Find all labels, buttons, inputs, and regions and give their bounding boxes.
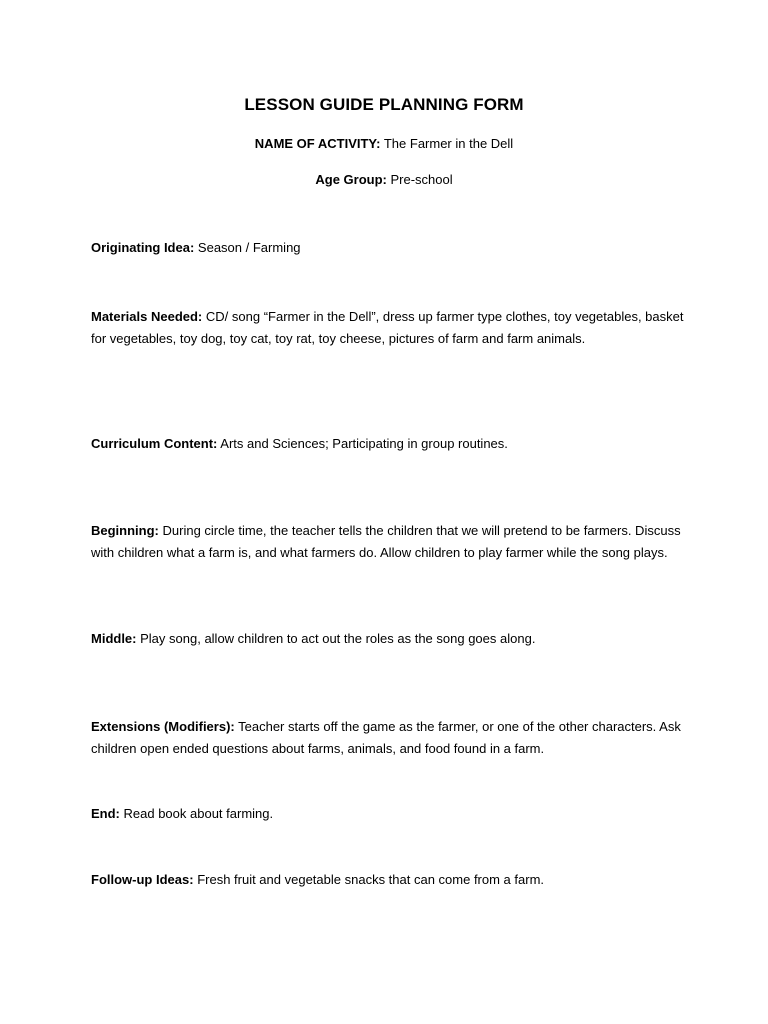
originating-idea-section (91, 237, 691, 259)
beginning-section (91, 520, 691, 564)
end-value: Read book about farming. (123, 806, 274, 821)
age-group-line (0, 172, 768, 187)
middle-section (91, 628, 691, 650)
originating-idea-label: Originating Idea: (91, 240, 195, 255)
middle-label: Middle: (91, 631, 137, 646)
beginning-value: During circle time, the teacher tells the children that we will pretend to be farmers. Discuss with children what a farm is, and what farmers do. Allow children to play farmer while the song plays. (91, 523, 681, 560)
follow-up-value: Fresh fruit and vegetable snacks that can come from a farm. (197, 872, 545, 887)
end-section (91, 803, 691, 825)
activity-name-value: The Farmer in the Dell (383, 136, 514, 151)
activity-name-label: NAME OF ACTIVITY: (254, 136, 381, 151)
extensions-label: Extensions (Modifiers): (91, 719, 235, 734)
curriculum-content-section (91, 433, 691, 455)
age-group-label: Age Group: (315, 172, 387, 187)
middle-value: Play song, allow children to act out the roles as the song goes along. (140, 631, 536, 646)
materials-needed-label: Materials Needed: (91, 309, 203, 324)
materials-needed-section (91, 306, 691, 350)
activity-name-line (0, 136, 768, 151)
follow-up-section (91, 869, 691, 891)
follow-up-label: Follow-up Ideas: (91, 872, 194, 887)
originating-idea-value: Season / Farming (197, 240, 301, 255)
end-label: End: (91, 806, 120, 821)
beginning-label: Beginning: (91, 523, 159, 538)
curriculum-content-value: Arts and Sciences; Participating in group routines. (220, 436, 508, 451)
extensions-section (91, 716, 691, 760)
materials-needed-value: CD/ song “Farmer in the Dell”, dress up farmer type clothes, toy vegetables, basket for vegetables, toy dog, toy cat, toy rat, toy cheese, pictures of farm and farm animals. (91, 309, 684, 346)
curriculum-content-label: Curriculum Content: (91, 436, 218, 451)
page-title: LESSON GUIDE PLANNING FORM (244, 95, 524, 114)
extensions-value: Teacher starts off the game as the farmer, or one of the other characters. Ask children open ended questions about farms, animals, and food found in a farm. (91, 719, 681, 756)
age-group-value: Pre-school (390, 172, 453, 187)
